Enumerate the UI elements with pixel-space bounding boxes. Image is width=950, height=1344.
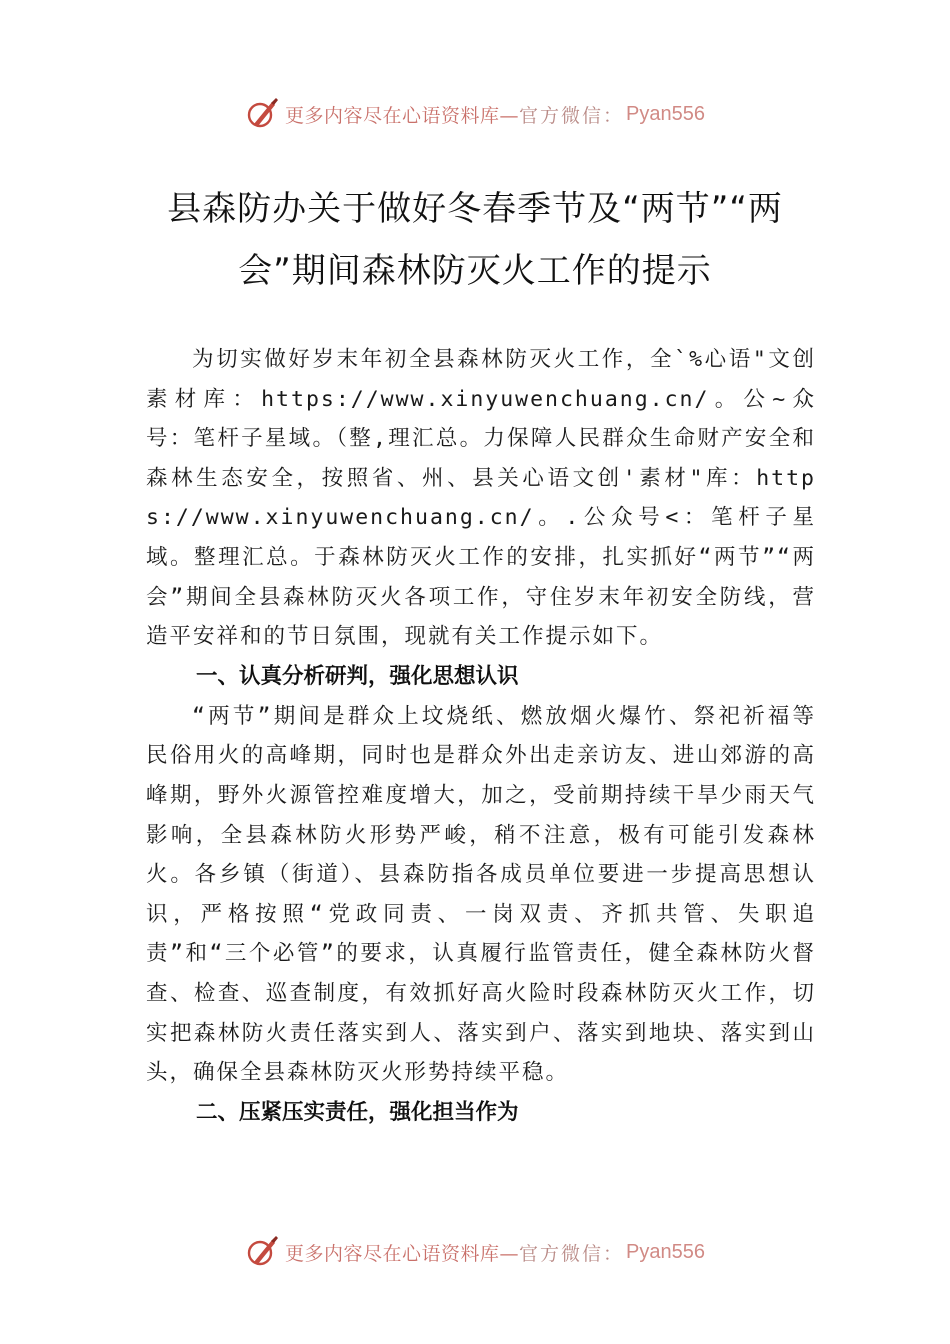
paragraph-intro: 为切实做好岁末年初全县森林防灭火工作，全`%心语"文创素材库：https://www.xinyuwenchuang.cn/。公~众号：笔杆子星域。（整,理汇总。力保障人民群众生命财产安全和森林生态安全，按照省、州、县关心语文创'素材"库：https://www.xinyuwenchuang.cn/。.公众号<：笔杆子星域。整理汇总。于森林防灭火工作的安排，扎实抓好“两节”“两会”期间全县森林防灭火各项工作，守住岁末年初安全防线，营造平安祥和的节日氛围，现就有关工作提示如下。 bbox=[146, 347, 816, 650]
watermark-wechat-label: 官方微信： bbox=[519, 1242, 625, 1265]
watermark-text: 更多内容尽在心语资料库— bbox=[285, 104, 520, 127]
watermark-banner-top bbox=[0, 92, 950, 136]
document-title: 县森防办关于做好冬春季节及“两节”“两会”期间森林防灭火工作的提示 bbox=[167, 189, 783, 291]
section-heading-1: 一、认真分析研判，强化思想认识 bbox=[196, 663, 519, 689]
document-body bbox=[146, 340, 840, 1133]
watermark-wechat-label: 官方微信： bbox=[519, 104, 625, 127]
watermark-banner-bottom bbox=[0, 1230, 950, 1274]
watermark-text: 更多内容尽在心语资料库— bbox=[285, 1242, 520, 1265]
paragraph-section-1: “两节”期间是群众上坟烧纸、燃放烟火爆竹、祭祀祈福等 民俗用火的高峰期，同时也是群众外出走亲访友、进山郊游的高 峰期，野外火源管控难度增大，加之，受前期持续干旱少雨天气影响，全县森林防火形势严峻，稍不注意，极有可能引发森林火。各乡镇（街道）、县森防指各成员单位要进一步提高思想认识，严格按照“党政同责、一岗双责、齐抓共管、失职追责”和“三个必管”的要求，认真履行监管责任，健全森林防火督查、检查、巡查制度，有效抓好高火险时段森林防灭火工作，切实把森林防火责任落实到人、落实到户、落实到地块、落实到山头，确保全县森林防灭火形势持续平稳。 bbox=[146, 703, 840, 1086]
watermark-id: Pyan556 bbox=[626, 1240, 705, 1263]
section-heading-2: 二、压紧压实责任，强化担当作为 bbox=[196, 1099, 519, 1125]
watermark-id: Pyan556 bbox=[626, 102, 705, 125]
quill-pen-logo bbox=[245, 1235, 279, 1269]
quill-pen-logo bbox=[245, 97, 279, 131]
